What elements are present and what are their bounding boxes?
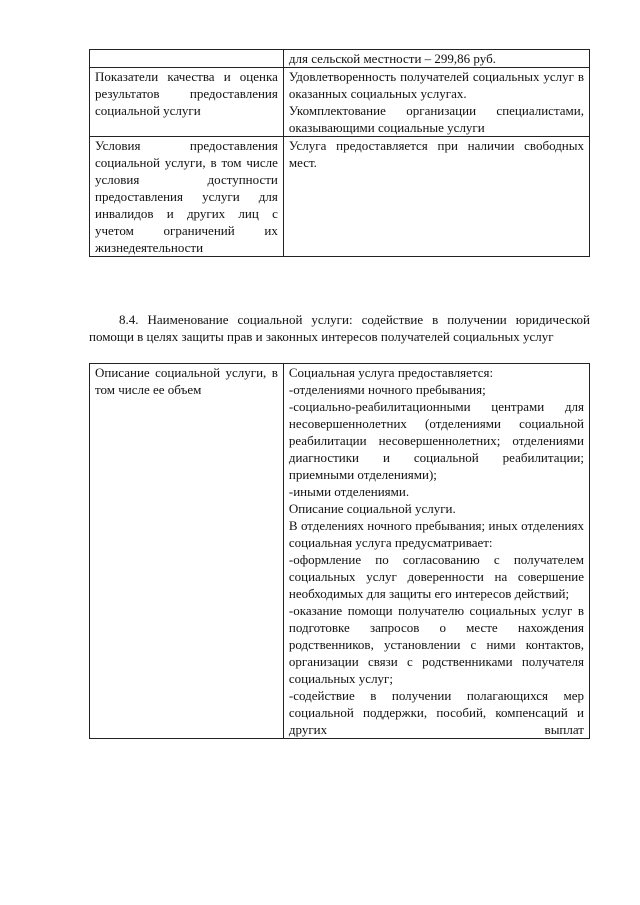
description-line: -оформление по согласованию с получателем социальных услуг доверенности на совершение необходимых для защиты его интересов действий; [288, 552, 584, 601]
indicator-item: Удовлетворенность получателей социальных услуг в оказанных социальных услугах. [288, 69, 584, 101]
cell-text: Показатели качества и оценка результатов предоставления социальной услуги [95, 69, 278, 118]
quality-indicators-label [90, 68, 284, 137]
price-rural-text: для сельской местности – 299,86 руб. [288, 51, 496, 66]
conditions-value [283, 137, 589, 257]
section-heading-text: 8.4. Наименование социальной услуги: содействие в получении юридической помощи в целях защиты прав и законных интересов получателей социальных услуг [89, 312, 590, 344]
description-line: -иными отделениями. [288, 484, 410, 499]
description-line: -социально-реабилитационными центрами для несовершеннолетних (отделениями социальной реабилитации несовершеннолетних; отделениями диагностики и социальной реабилитации; приемными отделениями); [288, 399, 584, 482]
description-line: -оказание помощи получателю социальных услуг в подготовке запросов о месте нахождения родственников, установлении с ними контактов, организации связи с родственниками получателя социальных услуг; [288, 603, 584, 686]
service-description-label [90, 364, 284, 739]
table-row [90, 364, 590, 739]
description-line: -содействие в получении полагающихся мер социальной поддержки, пособий, компенсаций и других выплат [288, 688, 584, 737]
services-table-top [89, 49, 590, 257]
service-description-value [283, 364, 589, 739]
description-line: Социальная услуга предоставляется: [288, 365, 494, 380]
cell-text: Условия предоставления социальной услуги, в том числе условия доступности предоставления услуги для инвалидов и других лиц с учетом ограничений их жизнедеятельности [95, 138, 278, 255]
indicator-item: Укомплектование организации специалистами, оказывающими социальные услуги [288, 103, 584, 135]
cell-text: Описание социальной услуги, в том числе ее объем [95, 365, 278, 397]
price-rural-cell [283, 50, 589, 68]
quality-indicators-value [283, 68, 589, 137]
conditions-label [90, 137, 284, 257]
description-line: В отделениях ночного пребывания; иных отделениях социальная услуга предусматривает: [288, 518, 584, 550]
cell-text: Услуга предоставляется при наличии свободных мест. [288, 138, 584, 170]
description-line: Описание социальной услуги. [288, 501, 456, 516]
table-row [90, 68, 590, 137]
description-line: -отделениями ночного пребывания; [288, 382, 486, 397]
services-table-bottom [89, 363, 590, 739]
section-heading [89, 311, 590, 345]
table-row [90, 50, 590, 68]
table-row [90, 137, 590, 257]
empty-cell [90, 50, 284, 68]
